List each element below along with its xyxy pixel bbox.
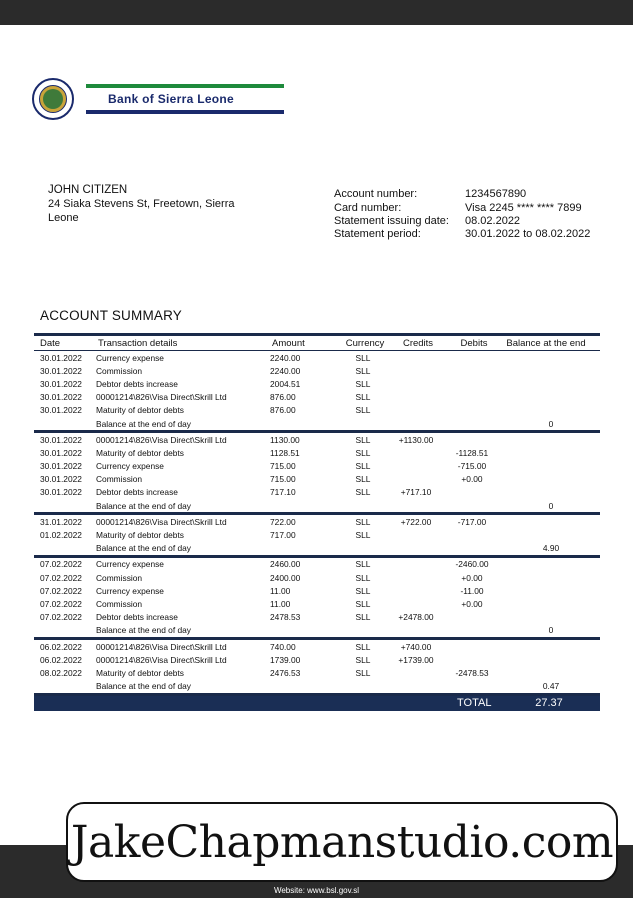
row-amount: 2476.53 [270, 667, 301, 678]
row-amount: 715.00 [270, 461, 296, 472]
row-details: Debtor debts increase [96, 378, 178, 389]
row-currency: SLL [355, 516, 371, 527]
row-details: 00001214\826\Visa Direct\Skrill Ltd [96, 641, 227, 652]
row-credit: +1739.00 [398, 654, 434, 665]
account-label: Card number: [334, 201, 402, 214]
row-amount: 722.00 [270, 516, 296, 527]
balance-row [34, 499, 600, 512]
account-value: 30.01.2022 to 08.02.2022 [465, 228, 591, 241]
balance-value: 4.90 [542, 543, 560, 554]
row-date: 30.01.2022 [40, 405, 82, 416]
row-amount: 11.00 [270, 598, 291, 609]
table-row [34, 446, 600, 459]
row-currency: SLL [355, 572, 371, 583]
row-credit: +722.00 [400, 516, 432, 527]
row-currency: SLL [355, 641, 371, 652]
transaction-groups [34, 351, 600, 696]
account-row [334, 201, 590, 214]
row-details: 00001214\826\Visa Direct\Skrill Ltd [96, 392, 227, 403]
row-details: Currency expense [96, 461, 164, 472]
table-row [34, 433, 600, 446]
row-amount: 876.00 [270, 405, 296, 416]
row-date: 30.01.2022 [40, 378, 82, 389]
row-details: Currency expense [96, 352, 164, 363]
row-currency: SLL [355, 378, 371, 389]
row-currency: SLL [355, 474, 371, 485]
balance-value: 0 [548, 625, 554, 636]
balance-label: Balance at the end of day [96, 625, 191, 636]
row-date: 30.01.2022 [40, 461, 82, 472]
balance-label: Balance at the end of day [96, 500, 191, 511]
balance-row [34, 417, 600, 430]
row-currency: SLL [355, 461, 371, 472]
table-row [34, 558, 600, 571]
row-currency: SLL [355, 612, 371, 623]
row-currency: SLL [355, 559, 371, 570]
row-credit: +1130.00 [398, 434, 434, 445]
row-credit: +717.10 [400, 487, 432, 498]
row-currency: SLL [355, 434, 371, 445]
row-details: Maturity of debtor debts [96, 667, 184, 678]
column-header: Debits [460, 337, 488, 349]
row-amount: 2478.53 [270, 612, 301, 623]
row-details: Maturity of debtor debts [96, 530, 184, 541]
row-details: 00001214\826\Visa Direct\Skrill Ltd [96, 434, 227, 445]
table-row [34, 351, 600, 364]
total-value: 27.37 [535, 697, 563, 710]
row-debit: -2478.53 [455, 667, 489, 678]
balance-value: 0 [548, 500, 554, 511]
row-amount: 2240.00 [270, 352, 301, 363]
row-date: 30.01.2022 [40, 365, 82, 376]
table-row [34, 486, 600, 499]
row-details: Debtor debts increase [96, 612, 178, 623]
row-currency: SLL [355, 487, 371, 498]
account-label: Account number: [334, 188, 418, 201]
table-row [34, 473, 600, 486]
row-amount: 2004.51 [270, 378, 301, 389]
table-header [34, 336, 600, 351]
row-amount: 717.10 [270, 487, 296, 498]
row-date: 07.02.2022 [40, 612, 82, 623]
account-value: 1234567890 [465, 188, 527, 201]
customer-name: JOHN CITIZEN [48, 184, 128, 196]
account-summary-title: ACCOUNT SUMMARY [40, 308, 183, 323]
table-row [34, 364, 600, 377]
transaction-group [34, 515, 600, 558]
transaction-group [34, 558, 600, 640]
row-amount: 1130.00 [270, 434, 300, 445]
row-date: 30.01.2022 [40, 487, 82, 498]
row-details: Commission [96, 572, 143, 583]
balance-label: Balance at the end of day [96, 543, 191, 554]
watermark-text: JakeChapmanstudio.com [70, 816, 614, 868]
column-header: Date [40, 337, 61, 349]
row-currency: SLL [355, 598, 371, 609]
row-date: 31.01.2022 [40, 516, 82, 527]
account-value: 08.02.2022 [465, 214, 521, 227]
row-debit: -715.00 [457, 461, 487, 472]
row-details: Debtor debts increase [96, 487, 178, 498]
row-debit: -1128.51 [455, 447, 489, 458]
row-currency: SLL [355, 585, 371, 596]
account-label: Statement period: [334, 228, 421, 241]
column-header: Transaction details [98, 337, 178, 349]
balance-label: Balance at the end of day [96, 681, 191, 692]
row-amount: 2460.00 [270, 559, 301, 570]
table-row [34, 528, 600, 541]
table-row [34, 571, 600, 584]
row-details: Maturity of debtor debts [96, 447, 184, 458]
transaction-group [34, 351, 600, 433]
balance-value: 0 [548, 418, 554, 429]
row-date: 06.02.2022 [40, 641, 82, 652]
balance-row [34, 624, 600, 637]
balance-label: Balance at the end of day [96, 418, 191, 429]
table-row [34, 640, 600, 653]
row-details: Commission [96, 598, 143, 609]
table-row [34, 597, 600, 610]
row-credit: +740.00 [400, 641, 432, 652]
row-date: 07.02.2022 [40, 559, 82, 570]
customer-block [48, 183, 258, 225]
row-details: 00001214\826\Visa Direct\Skrill Ltd [96, 654, 227, 665]
row-debit: +0.00 [461, 598, 483, 609]
bank-seal-logo [32, 78, 74, 120]
transactions-table [34, 333, 600, 711]
table-row [34, 404, 600, 417]
account-row [334, 188, 590, 201]
row-currency: SLL [355, 392, 371, 403]
table-row [34, 377, 600, 390]
row-details: Currency expense [96, 559, 164, 570]
bank-name: Bank of Sierra Leone [108, 92, 235, 106]
table-row [34, 391, 600, 404]
balance-row [34, 680, 600, 693]
row-date: 08.02.2022 [40, 667, 82, 678]
account-row [334, 214, 590, 227]
row-amount: 1739.00 [270, 654, 301, 665]
account-label: Statement issuing date: [334, 214, 449, 227]
row-details: Commission [96, 365, 143, 376]
row-currency: SLL [355, 352, 371, 363]
column-header: Amount [272, 337, 305, 349]
account-details [334, 188, 590, 241]
row-debit: +0.00 [461, 572, 483, 583]
table-row [34, 653, 600, 666]
seal-emblem [43, 89, 63, 109]
row-amount: 2400.00 [270, 572, 301, 583]
row-date: 30.01.2022 [40, 392, 82, 403]
row-details: Maturity of debtor debts [96, 405, 184, 416]
table-row [34, 611, 600, 624]
row-date: 07.02.2022 [40, 572, 82, 583]
table-row [34, 515, 600, 528]
column-header: Credits [402, 337, 434, 349]
balance-row [34, 542, 600, 555]
row-amount: 11.00 [270, 585, 291, 596]
row-debit: -2460.00 [455, 559, 489, 570]
total-row [34, 696, 600, 711]
row-details: 00001214\826\Visa Direct\Skrill Ltd [96, 516, 227, 527]
row-amount: 715.00 [270, 474, 296, 485]
row-credit: +2478.00 [398, 612, 434, 623]
row-date: 30.01.2022 [40, 447, 82, 458]
row-currency: SLL [355, 447, 371, 458]
row-amount: 1128.51 [270, 447, 300, 458]
row-date: 01.02.2022 [40, 530, 82, 541]
row-date: 07.02.2022 [40, 585, 82, 596]
row-details: Commission [96, 474, 143, 485]
logo-green-stripe [86, 84, 284, 88]
transaction-group [34, 640, 600, 696]
column-header: Currency [345, 337, 385, 349]
top-bar [0, 0, 633, 25]
account-row [334, 228, 590, 241]
table-row [34, 666, 600, 679]
table-row [34, 460, 600, 473]
customer-address: 24 Siaka Stevens St, Freetown, Sierra Leone [48, 198, 235, 224]
row-date: 06.02.2022 [40, 654, 82, 665]
row-currency: SLL [355, 365, 371, 376]
row-debit: -11.00 [460, 585, 484, 596]
balance-value: 0.47 [542, 681, 560, 692]
row-amount: 876.00 [270, 392, 296, 403]
logo-blue-stripe [86, 110, 284, 114]
row-debit: -717.00 [457, 516, 487, 527]
row-details: Currency expense [96, 585, 164, 596]
row-currency: SLL [355, 530, 371, 541]
row-debit: +0.00 [461, 474, 483, 485]
watermark-box [66, 802, 618, 882]
row-currency: SLL [355, 667, 371, 678]
row-date: 30.01.2022 [40, 474, 82, 485]
row-currency: SLL [355, 654, 371, 665]
row-amount: 2240.00 [270, 365, 301, 376]
account-value: Visa 2245 **** **** 7899 [465, 201, 582, 214]
table-row [34, 584, 600, 597]
row-date: 30.01.2022 [40, 352, 82, 363]
row-amount: 740.00 [270, 641, 296, 652]
row-amount: 717.00 [270, 530, 296, 541]
transaction-group [34, 433, 600, 515]
column-header: Balance at the end [506, 337, 586, 349]
footer-website: Website: www.bsl.gov.sl [273, 886, 360, 895]
row-currency: SLL [355, 405, 371, 416]
row-date: 30.01.2022 [40, 434, 82, 445]
total-label: TOTAL [457, 697, 492, 710]
row-date: 07.02.2022 [40, 598, 82, 609]
